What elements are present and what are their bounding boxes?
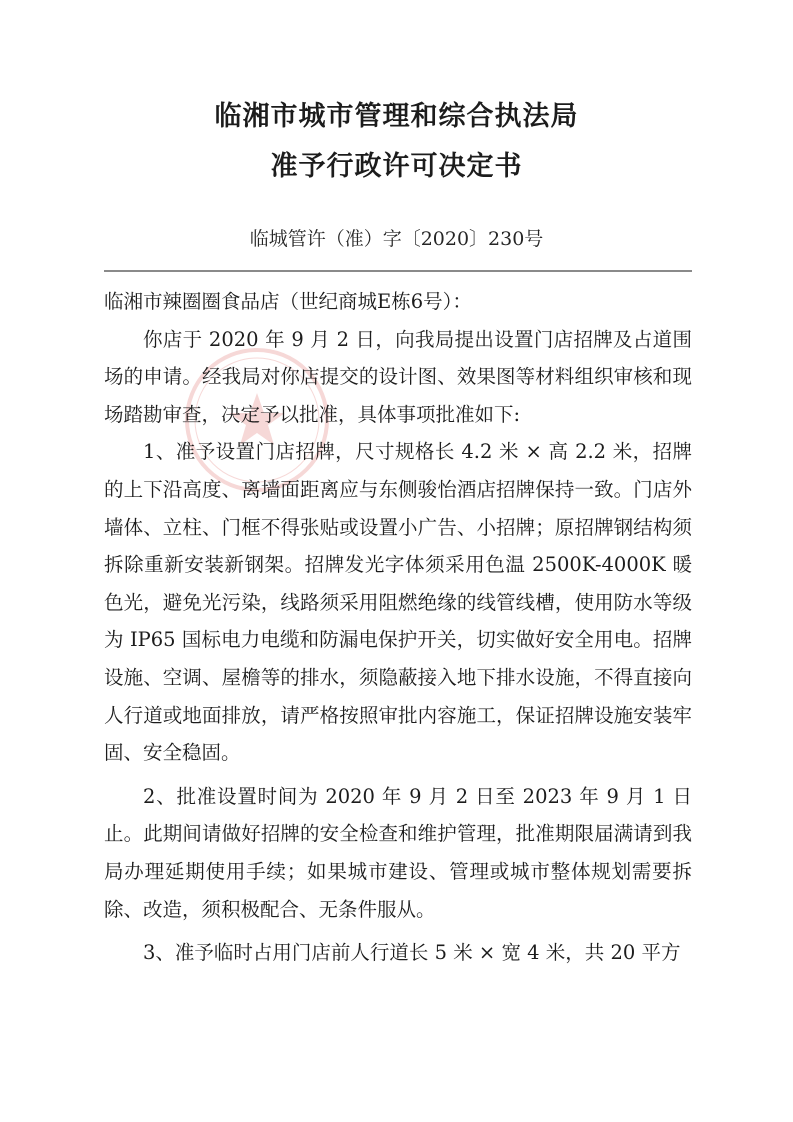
document-body <box>104 283 692 972</box>
item-2-paragraph: 2、批准设置时间为 2020 年 9 月 2 日至 2023 年 9 月 1 日止。此期间请做好招牌的安全检查和维护管理，批准期限届满请到我局办理延期使用手续；如果城市建设、管理或城市整体规划需要拆除、改造，须积极配合、无条件服从。 <box>104 784 692 921</box>
document-title-issuer: 临湘市城市管理和综合执法局 <box>214 101 579 132</box>
document-number: 临城管许（准）字〔2020〕230号 <box>249 228 544 250</box>
item-3-paragraph: 3、准予临时占用门店前人行道长 5 米 × 宽 4 米，共 20 平方 <box>143 941 681 965</box>
addressee-line: 临湘市辣圈圈食品店（世纪商城E栋6号）： <box>104 290 472 313</box>
item-1-paragraph: 1、准予设置门店招牌，尺寸规格长 4.2 米 × 高 2.2 米，招牌的上下沿高度、离墙面距离应与东侧骏怡酒店招牌保持一致。门店外墙体、立柱、门框不得张贴或设置小广告、小招牌；原招牌钢结构须拆除重新安装新钢架。招牌发光字体须采用色温 2500K-4000K 暖色光，避免光污染，线路须采用阻燃绝缘的线管线槽，使用防水等级为 IP65 国标电力电缆和防漏电保护开关，切实做好安全用电。招牌设施、空调、屋檐等的排水，须隐蔽接入地下排水设施，不得直接向人行道或地面排放，请严格按照审批内容施工，保证招牌设施安装牢固、安全稳固。 <box>104 440 692 765</box>
document-title-type: 准予行政许可决定书 <box>270 151 523 182</box>
header-divider <box>104 270 692 272</box>
intro-paragraph: 你店于 2020 年 9 月 2 日，向我局提出设置门店招牌及占道围场的申请。经我局对你店提交的设计图、效果图等材料组织审核和现场踏勘审查，决定予以批准，具体事项批准如下: <box>104 327 692 426</box>
